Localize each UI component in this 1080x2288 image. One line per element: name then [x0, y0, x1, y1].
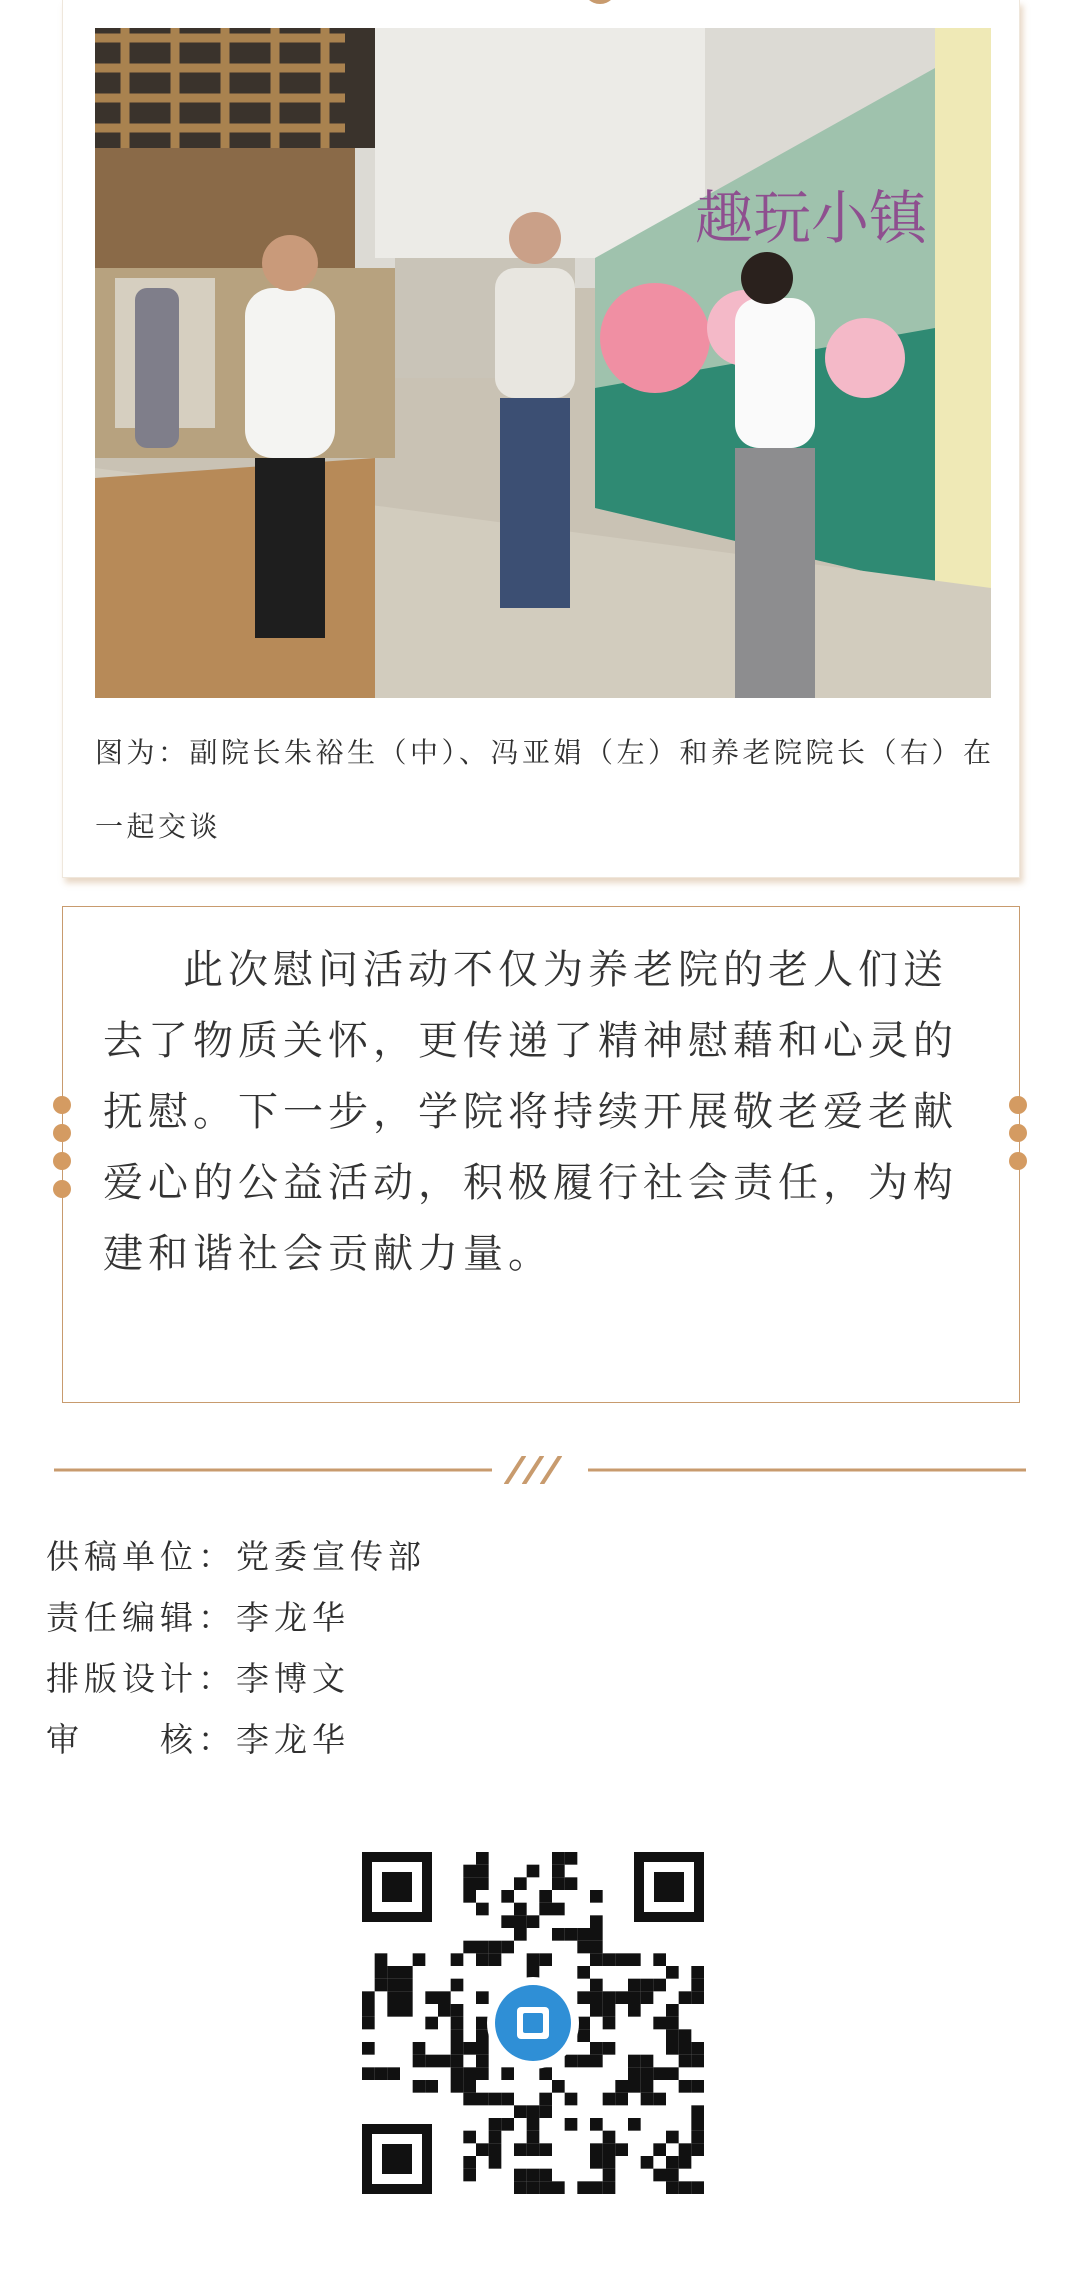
- qr-module: [628, 1953, 641, 1966]
- qr-module: [679, 2181, 692, 2194]
- qr-module: [463, 2169, 476, 2182]
- qr-module: [451, 1953, 464, 1966]
- qr-module: [514, 2105, 527, 2118]
- qr-module: [666, 2004, 679, 2017]
- qr-module: [476, 1852, 489, 1865]
- qr-module: [413, 1953, 426, 1966]
- qr-module: [628, 2055, 641, 2068]
- qr-module: [628, 1979, 641, 1992]
- qr-module: [514, 2169, 527, 2182]
- credit-label: 供稿单位：: [46, 1537, 236, 1576]
- qr-module: [679, 2156, 692, 2169]
- photo-card: [62, 0, 1020, 878]
- qr-module: [590, 1991, 603, 2004]
- qr-module: [501, 1941, 514, 1954]
- qr-module: [527, 2118, 540, 2131]
- credit-reviewer: [46, 1709, 426, 1770]
- qr-module: [527, 2131, 540, 2144]
- qr-module: [666, 2029, 679, 2042]
- qr-module: [514, 1903, 527, 1916]
- qr-module: [501, 2067, 514, 2080]
- qr-module: [615, 1953, 628, 1966]
- qr-module: [653, 2169, 666, 2182]
- qr-module: [615, 2093, 628, 2106]
- qr-module: [539, 2169, 552, 2182]
- qr-module: [425, 2055, 438, 2068]
- qr-module: [451, 2029, 464, 2042]
- dot: [1009, 1124, 1027, 1142]
- dot: [53, 1180, 71, 1198]
- qr-module: [413, 2042, 426, 2055]
- qr-module: [438, 1991, 451, 2004]
- qr-module: [425, 2080, 438, 2093]
- qr-module: [375, 2067, 388, 2080]
- qr-module: [653, 2067, 666, 2080]
- qr-module: [577, 1928, 590, 1941]
- credit-contributor: [46, 1526, 426, 1587]
- qr-module: [691, 2181, 704, 2194]
- qr-module: [489, 2131, 502, 2144]
- article-text-box: [62, 906, 1020, 1403]
- qr-module: [476, 2042, 489, 2055]
- qr-module: [425, 2017, 438, 2030]
- qr-module: [615, 2143, 628, 2156]
- qr-module: [590, 1979, 603, 1992]
- qr-module: [590, 1915, 603, 1928]
- qr-module: [565, 2118, 578, 2131]
- qr-module: [463, 1877, 476, 1890]
- qr-module: [590, 1941, 603, 1954]
- qr-module: [476, 2093, 489, 2106]
- qr-module: [691, 1991, 704, 2004]
- qr-module: [679, 2080, 692, 2093]
- qr-module: [413, 2080, 426, 2093]
- qr-module: [514, 2143, 527, 2156]
- credit-layout: [46, 1648, 426, 1709]
- qr-module: [375, 1953, 388, 1966]
- right-decorative-dots: [1009, 1096, 1027, 1170]
- qr-module: [476, 1877, 489, 1890]
- qr-module: [691, 2042, 704, 2055]
- qr-module: [400, 1966, 413, 1979]
- qr-module: [527, 1915, 540, 1928]
- qr-module: [527, 2105, 540, 2118]
- qr-module: [691, 2131, 704, 2144]
- qr-module: [679, 2143, 692, 2156]
- qr-module: [463, 2080, 476, 2093]
- qr-module: [603, 2093, 616, 2106]
- qr-module: [603, 2156, 616, 2169]
- qr-module: [463, 2093, 476, 2106]
- qr-module: [476, 2055, 489, 2068]
- qr-module: [476, 1941, 489, 1954]
- qr-module: [527, 2143, 540, 2156]
- qr-module: [552, 1852, 565, 1865]
- qr-module: [653, 1979, 666, 1992]
- credit-label: 责任编辑：: [46, 1598, 236, 1637]
- qr-module: [552, 1903, 565, 1916]
- qr-module: [641, 2080, 654, 2093]
- qr-module: [666, 2017, 679, 2030]
- qr-module: [577, 2055, 590, 2068]
- qr-module: [691, 2118, 704, 2131]
- qr-module: [375, 1966, 388, 1979]
- qr-module: [615, 1991, 628, 2004]
- qr-module: [451, 2067, 464, 2080]
- qr-module: [666, 2131, 679, 2144]
- qr-module: [476, 1903, 489, 1916]
- qr-module: [691, 2105, 704, 2118]
- qr-module: [387, 2067, 400, 2080]
- qr-module: [489, 2118, 502, 2131]
- credit-value: 李龙华: [236, 1598, 350, 1637]
- qr-module: [628, 2118, 641, 2131]
- qr-module: [603, 2169, 616, 2182]
- qr-module: [641, 2156, 654, 2169]
- credit-value: 李龙华: [236, 1720, 350, 1759]
- qr-module: [666, 2169, 679, 2182]
- qr-module: [552, 2080, 565, 2093]
- qr-module: [476, 2067, 489, 2080]
- photo-caption: 图为：副院长朱裕生（中）、冯亚娟（左）和养老院院长（右）在一起交谈: [95, 736, 995, 843]
- qr-module: [387, 1979, 400, 1992]
- qr-module: [463, 1941, 476, 1954]
- qr-module: [539, 2093, 552, 2106]
- qr-module: [565, 2055, 578, 2068]
- qr-module: [565, 1928, 578, 1941]
- qr-module: [514, 1915, 527, 1928]
- qr-module: [514, 1877, 527, 1890]
- qr-code[interactable]: [362, 1852, 704, 2194]
- qr-module: [438, 2004, 451, 2017]
- qr-module: [666, 2156, 679, 2169]
- qr-module: [590, 2118, 603, 2131]
- qr-module: [653, 2093, 666, 2106]
- qr-module: [451, 2004, 464, 2017]
- qr-module: [451, 1979, 464, 1992]
- qr-module: [691, 1979, 704, 1992]
- qr-module: [451, 2017, 464, 2030]
- qr-module: [451, 2042, 464, 2055]
- dot: [53, 1124, 71, 1142]
- qr-module: [387, 1966, 400, 1979]
- qr-module: [565, 1877, 578, 1890]
- qr-module: [501, 2118, 514, 2131]
- section-divider: [54, 1456, 1026, 1484]
- qr-module: [590, 1928, 603, 1941]
- qr-module: [451, 2080, 464, 2093]
- qr-module: [527, 1865, 540, 1878]
- qr-module: [400, 2004, 413, 2017]
- qr-module: [653, 2143, 666, 2156]
- qr-module: [476, 2029, 489, 2042]
- left-decorative-dots: [53, 1096, 71, 1198]
- qr-module: [628, 2067, 641, 2080]
- qr-module: [527, 1953, 540, 1966]
- wall-sign-text: 趣玩小镇: [695, 184, 928, 252]
- qr-module: [628, 2004, 641, 2017]
- qr-module: [552, 2181, 565, 2194]
- qr-module: [691, 1966, 704, 1979]
- qr-module: [666, 2067, 679, 2080]
- qr-module: [489, 1953, 502, 1966]
- qr-module: [463, 1890, 476, 1903]
- qr-module: [691, 2055, 704, 2068]
- qr-module: [463, 2156, 476, 2169]
- qr-module: [590, 2156, 603, 2169]
- qr-module: [489, 2156, 502, 2169]
- credits-block: [46, 1526, 426, 1770]
- qr-module: [438, 2055, 451, 2068]
- qr-module: [679, 1991, 692, 2004]
- qr-module: [666, 1966, 679, 1979]
- qr-module: [603, 1991, 616, 2004]
- qr-module: [628, 1991, 641, 2004]
- qr-module: [362, 2067, 375, 2080]
- credit-label: 排版设计：: [46, 1659, 236, 1698]
- dot: [1009, 1096, 1027, 1114]
- qr-module: [653, 2017, 666, 2030]
- qr-module: [603, 2181, 616, 2194]
- qr-module: [387, 2004, 400, 2017]
- qr-module: [615, 2080, 628, 2093]
- qr-module: [691, 2143, 704, 2156]
- qr-module: [603, 2017, 616, 2030]
- qr-module: [476, 1953, 489, 1966]
- qr-module: [590, 2143, 603, 2156]
- qr-module: [476, 1991, 489, 2004]
- qr-module: [603, 2004, 616, 2017]
- qr-module: [679, 2055, 692, 2068]
- qr-module: [375, 1979, 388, 1992]
- qr-module: [527, 2169, 540, 2182]
- qr-module: [463, 2131, 476, 2144]
- qr-module: [400, 1979, 413, 1992]
- qr-module: [653, 1953, 666, 1966]
- qr-module: [577, 1991, 590, 2004]
- qr-module: [590, 2181, 603, 2194]
- qr-module: [539, 1890, 552, 1903]
- qr-module: [641, 2055, 654, 2068]
- qr-module: [565, 1852, 578, 1865]
- qr-module: [552, 1865, 565, 1878]
- qr-module: [691, 2080, 704, 2093]
- qr-module: [501, 1915, 514, 1928]
- qr-module: [463, 1865, 476, 1878]
- qr-module: [590, 1890, 603, 1903]
- qr-module: [603, 2131, 616, 2144]
- qr-module: [527, 1966, 540, 1979]
- qr-module: [641, 1979, 654, 1992]
- credit-value: 李博文: [236, 1659, 350, 1698]
- qr-module: [641, 2067, 654, 2080]
- qr-module: [539, 2105, 552, 2118]
- qr-module: [577, 2017, 590, 2030]
- qr-module: [514, 2181, 527, 2194]
- qr-module: [489, 2093, 502, 2106]
- qr-module: [565, 2093, 578, 2106]
- qr-module: [463, 2067, 476, 2080]
- article-paragraph: 此次慰问活动不仅为养老院的老人们送去了物质关怀，更传递了精神慰藉和心灵的抚慰。下一步，学院将持续开展敬老爱老献爱心的公益活动，积极履行社会责任，为构建和谐社会贡献力量。: [103, 947, 958, 1277]
- qr-module: [603, 2042, 616, 2055]
- qr-module: [400, 1991, 413, 2004]
- qr-module: [590, 2055, 603, 2068]
- qr-module: [577, 2029, 590, 2042]
- decorative-tab: [583, 0, 617, 4]
- qr-module: [413, 2055, 426, 2068]
- dot: [53, 1152, 71, 1170]
- qr-module: [666, 2042, 679, 2055]
- qr-module: [641, 2093, 654, 2106]
- qr-module: [603, 2143, 616, 2156]
- dot: [1009, 1152, 1027, 1170]
- qr-module: [641, 1991, 654, 2004]
- qr-module: [387, 1991, 400, 2004]
- qr-module: [539, 1903, 552, 1916]
- qr-module: [476, 2017, 489, 2030]
- qr-module: [552, 1928, 565, 1941]
- qr-module: [476, 1865, 489, 1878]
- qr-module: [425, 1991, 438, 2004]
- qr-module: [603, 1953, 616, 1966]
- credit-editor: [46, 1587, 426, 1648]
- qr-module: [489, 1941, 502, 1954]
- qr-module: [552, 1877, 565, 1890]
- qr-module: [577, 1966, 590, 1979]
- qr-module: [501, 2093, 514, 2106]
- qr-module: [577, 1941, 590, 1954]
- qr-module: [514, 1928, 527, 1941]
- credit-value: 党委宣传部: [236, 1537, 426, 1576]
- qr-module: [362, 2017, 375, 2030]
- qr-module: [476, 2143, 489, 2156]
- qr-module: [590, 2042, 603, 2055]
- qr-module: [590, 2004, 603, 2017]
- dot: [53, 1096, 71, 1114]
- qr-module: [463, 2042, 476, 2055]
- qr-module: [362, 1991, 375, 2004]
- qr-module: [539, 2067, 552, 2080]
- qr-module: [577, 2181, 590, 2194]
- qr-module: [539, 1953, 552, 1966]
- qr-module: [679, 2029, 692, 2042]
- qr-module: [539, 2143, 552, 2156]
- qr-module: [590, 1953, 603, 1966]
- qr-module: [489, 2143, 502, 2156]
- credit-label: 审 核：: [46, 1720, 236, 1759]
- qr-module: [451, 2055, 464, 2068]
- qr-module: [539, 2181, 552, 2194]
- qr-module: [501, 1890, 514, 1903]
- qr-module: [679, 2042, 692, 2055]
- qr-module: [527, 2181, 540, 2194]
- qr-module: [666, 2181, 679, 2194]
- event-photo[interactable]: [95, 28, 991, 698]
- qr-module: [362, 2004, 375, 2017]
- qr-module: [362, 2042, 375, 2055]
- qr-module: [628, 2080, 641, 2093]
